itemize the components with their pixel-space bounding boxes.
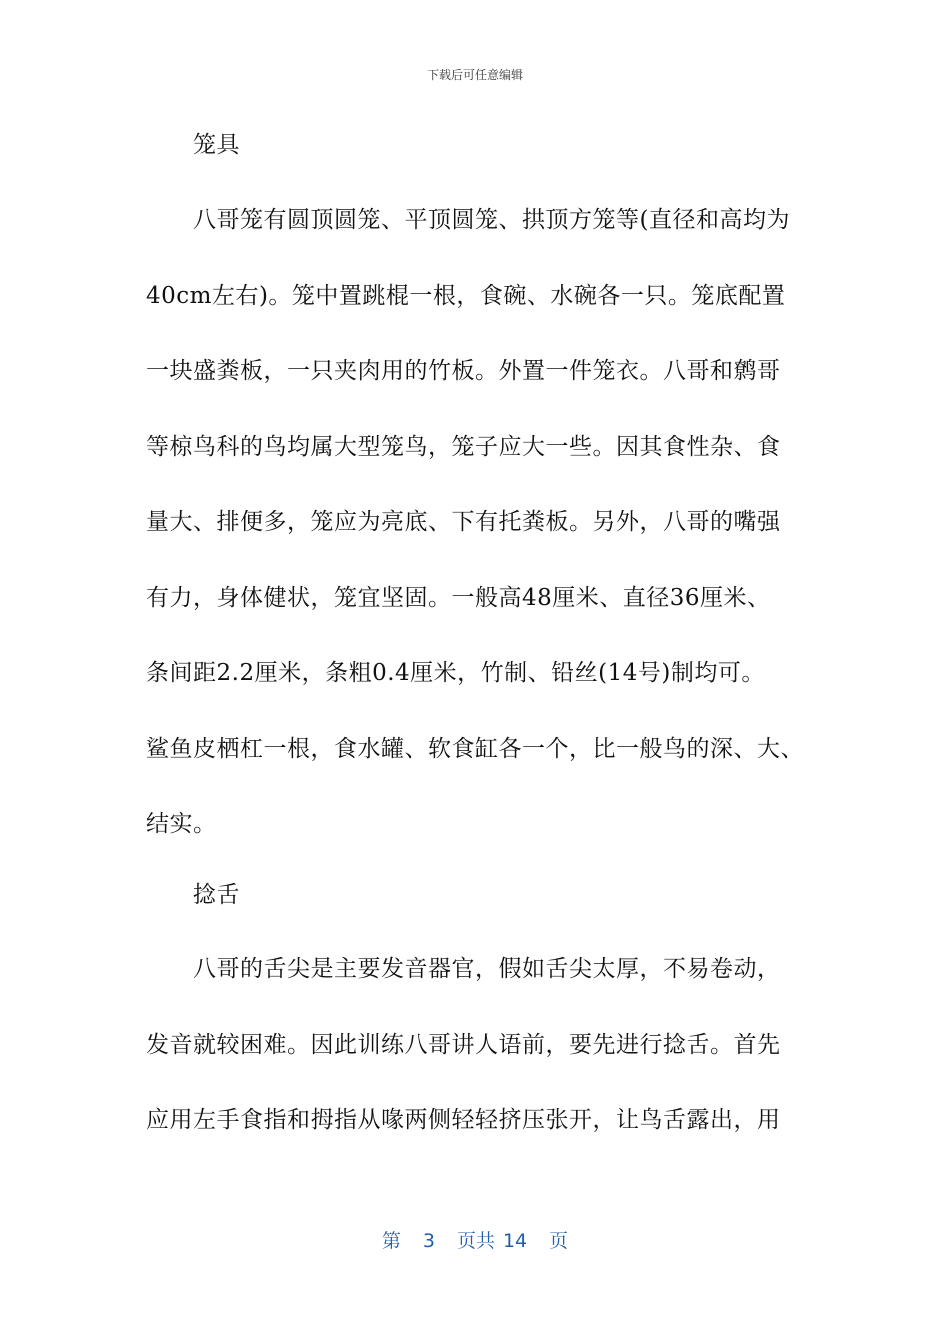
page-number: 3 — [422, 1230, 435, 1252]
paragraph-line: 40cm左右)。笼中置跳棍一根，食碗、水碗各一只。笼底配置 — [146, 283, 786, 309]
paragraph-line: 鲨鱼皮栖杠一根，食水罐、软食缸各一个，比一般鸟的深、大、 — [146, 736, 804, 762]
paragraph-line: 一块盛粪板，一只夹肉用的竹板。外置一件笼衣。八哥和鹩哥 — [146, 358, 781, 384]
footer-middle: 页共 — [456, 1230, 495, 1252]
paragraph-line: 量大、排便多，笼应为亮底、下有托粪板。另外，八哥的嘴强 — [146, 509, 781, 535]
paragraph-line: 结实。 — [146, 811, 217, 837]
section-heading-cage: 笼具 — [193, 132, 240, 158]
page-header: 下载后可任意编辑 — [426, 68, 523, 82]
page-footer — [0, 1226, 950, 1253]
paragraph-line: 发音就较困难。因此训练八哥讲人语前，要先进行捻舌。首先 — [146, 1032, 781, 1058]
footer-suffix: 页 — [549, 1230, 569, 1252]
paragraph-line: 八哥笼有圆顶圆笼、平顶圆笼、拱顶方笼等(直径和高均为 — [193, 207, 790, 233]
paragraph-line: 等椋鸟科的鸟均属大型笼鸟，笼子应大一些。因其食性杂、食 — [146, 434, 781, 460]
paragraph-line: 有力，身体健状，笼宜坚固。一般高48厘米、直径36厘米、 — [146, 585, 771, 611]
total-pages: 14 — [502, 1230, 528, 1252]
paragraph-line: 八哥的舌尖是主要发音器官，假如舌尖太厚，不易卷动， — [193, 956, 781, 982]
footer-prefix: 第 — [381, 1230, 401, 1252]
section-heading-tongue: 捻舌 — [193, 882, 240, 908]
paragraph-line: 条间距2.2厘米，条粗0.4厘米，竹制、铅丝(14号)制均可。 — [146, 660, 765, 686]
paragraph-line: 应用左手食指和拇指从喙两侧轻轻挤压张开，让鸟舌露出，用 — [146, 1107, 781, 1133]
